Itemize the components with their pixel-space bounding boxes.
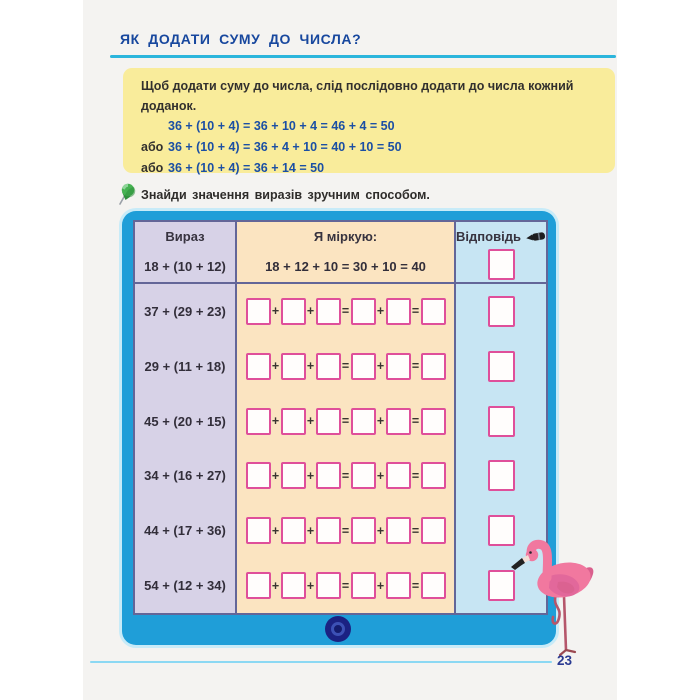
reasoning-box[interactable] bbox=[316, 353, 341, 380]
reasoning-box[interactable] bbox=[281, 462, 306, 489]
expression: 37 + (29 + 23) bbox=[144, 303, 226, 319]
operator: + bbox=[271, 414, 280, 429]
expression: 54 + (12 + 34) bbox=[144, 578, 226, 594]
reasoning-box[interactable] bbox=[246, 462, 271, 489]
reasoning-box[interactable] bbox=[351, 462, 376, 489]
explanation-line bbox=[141, 137, 599, 158]
worksheet-row bbox=[135, 558, 546, 613]
reasoning-box[interactable] bbox=[351, 353, 376, 380]
pushpin-icon bbox=[117, 183, 136, 206]
reasoning-box[interactable] bbox=[246, 353, 271, 380]
operator: = bbox=[341, 414, 350, 429]
task-text: Знайди значення виразів зручним способом. bbox=[141, 188, 430, 202]
reasoning-box[interactable] bbox=[351, 517, 376, 544]
worksheet-row bbox=[135, 284, 546, 339]
answer-box[interactable] bbox=[488, 249, 515, 280]
expression: 44 + (17 + 36) bbox=[144, 523, 226, 539]
operator: = bbox=[341, 578, 350, 593]
operator: + bbox=[306, 359, 315, 374]
reasoning-box[interactable] bbox=[351, 298, 376, 325]
page-number: 23 bbox=[557, 653, 573, 668]
reasoning-box[interactable] bbox=[246, 298, 271, 325]
worksheet-row bbox=[135, 503, 546, 558]
operator: = bbox=[341, 304, 350, 319]
page-title: ЯК ДОДАТИ СУМУ ДО ЧИСЛА? bbox=[120, 31, 362, 47]
pen-icon bbox=[524, 229, 547, 244]
expression-header-cell bbox=[135, 222, 237, 284]
operator: = bbox=[411, 414, 420, 429]
reasoning-box[interactable] bbox=[281, 572, 306, 599]
worksheet-row bbox=[135, 448, 546, 503]
equation: 36 + (10 + 4) = 36 + 4 + 10 = 40 + 10 = 50 bbox=[168, 140, 402, 154]
operator: + bbox=[271, 304, 280, 319]
operator: + bbox=[271, 578, 280, 593]
operator: = bbox=[341, 359, 350, 374]
footer-line bbox=[90, 661, 552, 663]
operator: = bbox=[341, 468, 350, 483]
expression: 34 + (16 + 27) bbox=[144, 468, 226, 484]
equation-prefix: або bbox=[141, 140, 164, 154]
reasoning-box[interactable] bbox=[386, 462, 411, 489]
worksheet-row bbox=[135, 394, 546, 449]
operator: = bbox=[411, 468, 420, 483]
answer-box[interactable] bbox=[488, 296, 515, 327]
reasoning-box[interactable] bbox=[421, 572, 446, 599]
worksheet-row bbox=[135, 339, 546, 394]
home-button[interactable] bbox=[325, 616, 351, 642]
reasoning-box[interactable] bbox=[316, 572, 341, 599]
reasoning-box[interactable] bbox=[386, 408, 411, 435]
reasoning-box[interactable] bbox=[246, 408, 271, 435]
reasoning-box[interactable] bbox=[386, 572, 411, 599]
operator: + bbox=[271, 468, 280, 483]
operator: = bbox=[411, 304, 420, 319]
operator: + bbox=[306, 523, 315, 538]
reasoning-box[interactable] bbox=[281, 408, 306, 435]
explanation-intro: Щоб додати суму до числа, слід послідовно додати до числа кожний доданок. bbox=[141, 79, 574, 113]
reasoning-box[interactable] bbox=[246, 517, 271, 544]
answer-header-cell bbox=[456, 222, 546, 284]
reasoning-box[interactable] bbox=[281, 353, 306, 380]
reasoning-box[interactable] bbox=[386, 517, 411, 544]
equation-prefix: або bbox=[141, 161, 164, 175]
flamingo-illustration bbox=[502, 538, 594, 660]
table-header-row bbox=[135, 222, 546, 284]
reasoning-box[interactable] bbox=[386, 298, 411, 325]
expression: 45 + (20 + 15) bbox=[144, 413, 226, 429]
reasoning-box[interactable] bbox=[281, 517, 306, 544]
operator: + bbox=[376, 578, 385, 593]
reasoning-box[interactable] bbox=[351, 408, 376, 435]
reasoning-header-cell bbox=[237, 222, 456, 284]
operator: + bbox=[271, 359, 280, 374]
reasoning-box[interactable] bbox=[246, 572, 271, 599]
title-underline bbox=[110, 55, 616, 58]
operator: = bbox=[411, 359, 420, 374]
home-button-ring bbox=[331, 622, 345, 636]
reasoning-box[interactable] bbox=[421, 353, 446, 380]
reasoning-box[interactable] bbox=[421, 408, 446, 435]
reasoning-box[interactable] bbox=[386, 353, 411, 380]
header-expression: Вираз bbox=[165, 229, 205, 244]
operator: + bbox=[306, 578, 315, 593]
reasoning-box[interactable] bbox=[316, 298, 341, 325]
explanation-line bbox=[141, 158, 599, 179]
operator: + bbox=[376, 304, 385, 319]
header-answer: Відповідь bbox=[456, 229, 521, 244]
example-reasoning: 18 + 12 + 10 = 30 + 10 = 40 bbox=[265, 259, 426, 274]
worksheet-table bbox=[133, 220, 548, 615]
reasoning-box[interactable] bbox=[316, 408, 341, 435]
header-reasoning: Я міркую: bbox=[313, 229, 378, 244]
operator: = bbox=[411, 523, 420, 538]
example-expression: 18 + (10 + 12) bbox=[144, 259, 226, 274]
operator: + bbox=[306, 414, 315, 429]
answer-box[interactable] bbox=[488, 351, 515, 382]
operator: + bbox=[376, 523, 385, 538]
reasoning-box[interactable] bbox=[421, 462, 446, 489]
expression: 29 + (11 + 18) bbox=[144, 358, 226, 374]
explanation-line bbox=[141, 116, 599, 137]
reasoning-box[interactable] bbox=[351, 572, 376, 599]
reasoning-box[interactable] bbox=[316, 517, 341, 544]
operator: = bbox=[341, 523, 350, 538]
operator: + bbox=[271, 523, 280, 538]
operator: + bbox=[306, 468, 315, 483]
equation: 36 + (10 + 4) = 36 + 10 + 4 = 46 + 4 = 50 bbox=[168, 119, 395, 133]
equation: 36 + (10 + 4) = 36 + 14 = 50 bbox=[168, 161, 325, 175]
explanation-box bbox=[123, 68, 615, 173]
operator: + bbox=[306, 304, 315, 319]
table-body bbox=[135, 284, 546, 613]
operator: + bbox=[376, 414, 385, 429]
reasoning-box[interactable] bbox=[316, 462, 341, 489]
operator: + bbox=[376, 468, 385, 483]
reasoning-box[interactable] bbox=[281, 298, 306, 325]
operator: = bbox=[411, 578, 420, 593]
operator: + bbox=[376, 359, 385, 374]
answer-box[interactable] bbox=[488, 406, 515, 437]
reasoning-box[interactable] bbox=[421, 517, 446, 544]
reasoning-box[interactable] bbox=[421, 298, 446, 325]
answer-box[interactable] bbox=[488, 460, 515, 491]
